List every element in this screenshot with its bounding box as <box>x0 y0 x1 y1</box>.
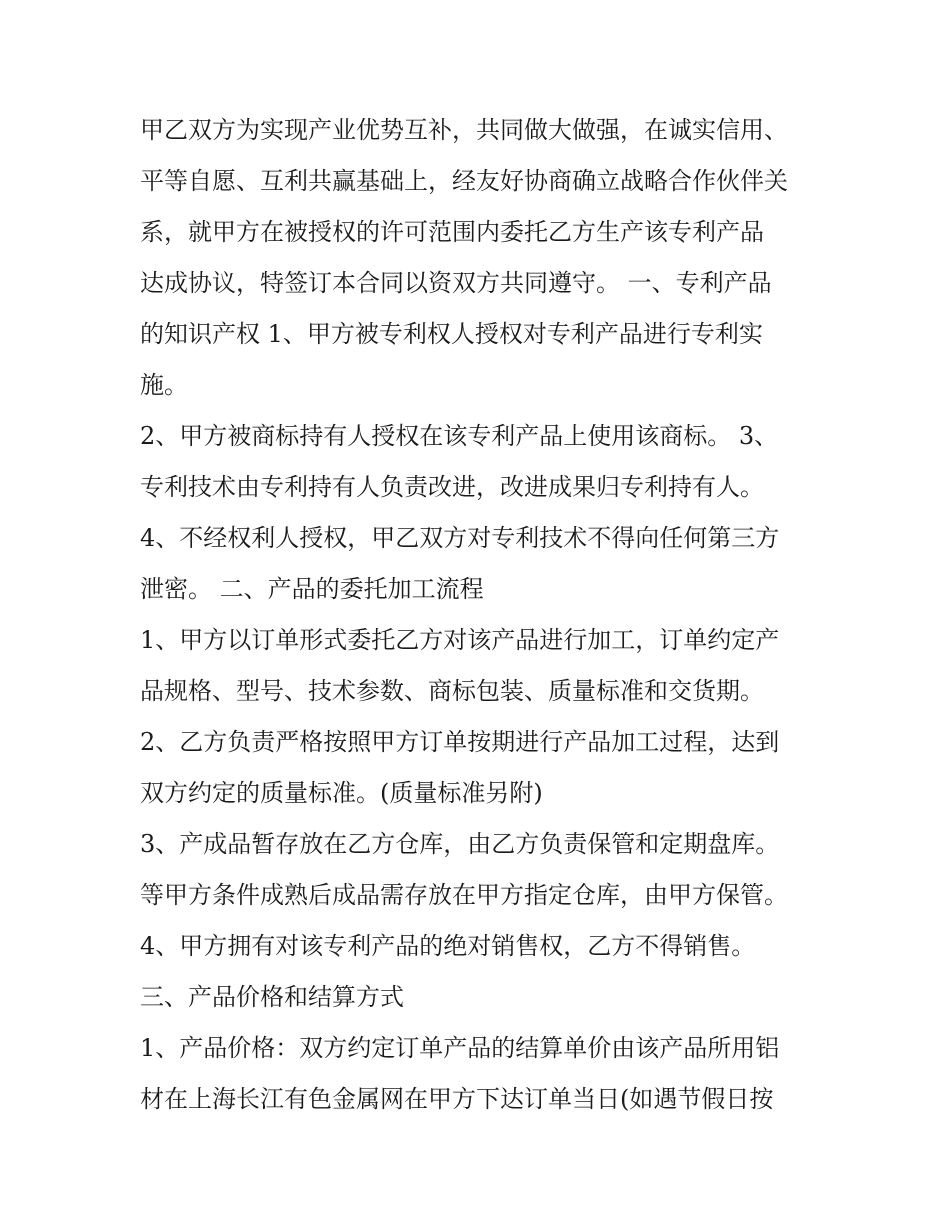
text-line: 三、产品价格和结算方式 <box>140 983 404 1011</box>
text-line: 平等自愿、互利共赢基础上，经友好协商确立战略合作伙伴关 <box>140 167 788 195</box>
text-line: 系，就甲方在被授权的许可范围内委托乙方生产该专利产品 <box>140 218 764 246</box>
text-line: 双方约定的质量标准。(质量标准另附) <box>140 779 543 807</box>
text-line: 的知识产权 1、甲方被专利权人授权对专利产品进行专利实 <box>140 320 763 348</box>
text-line: 专利技术由专利持有人负责改进，改进成果归专利持有人。 <box>140 473 764 501</box>
text-line: 2、乙方负责严格按照甲方订单按期进行产品加工过程，达到 <box>140 728 780 756</box>
text-line: 泄密。 二、产品的委托加工流程 <box>140 575 484 603</box>
text-line: 1、产品价格：双方约定订单产品的结算单价由该产品所用铝 <box>140 1034 780 1062</box>
text-line: 材在上海长江有色金属网在甲方下达订单当日(如遇节假日按 <box>140 1085 774 1113</box>
text-line: 4、甲方拥有对该专利产品的绝对销售权，乙方不得销售。 <box>140 932 756 960</box>
text-line: 品规格、型号、技术参数、商标包装、质量标准和交货期。 <box>140 677 764 705</box>
text-line: 施。 <box>140 371 188 399</box>
document-body <box>140 105 820 1125</box>
text-line: 2、甲方被商标持有人授权在该专利产品上使用该商标。 3、 <box>140 422 779 450</box>
text-line: 达成协议，特签订本合同以资双方共同遵守。 一、专利产品 <box>140 269 772 297</box>
text-line: 1、甲方以订单形式委托乙方对该产品进行加工，订单约定产 <box>140 626 780 654</box>
text-line: 3、产成品暂存放在乙方仓库，由乙方负责保管和定期盘库。 <box>140 830 780 858</box>
text-line: 等甲方条件成熟后成品需存放在甲方指定仓库，由甲方保管。 <box>140 881 788 909</box>
text-line: 甲乙双方为实现产业优势互补，共同做大做强，在诚实信用、 <box>140 116 788 144</box>
text-line: 4、不经权利人授权，甲乙双方对专利技术不得向任何第三方 <box>140 524 780 552</box>
